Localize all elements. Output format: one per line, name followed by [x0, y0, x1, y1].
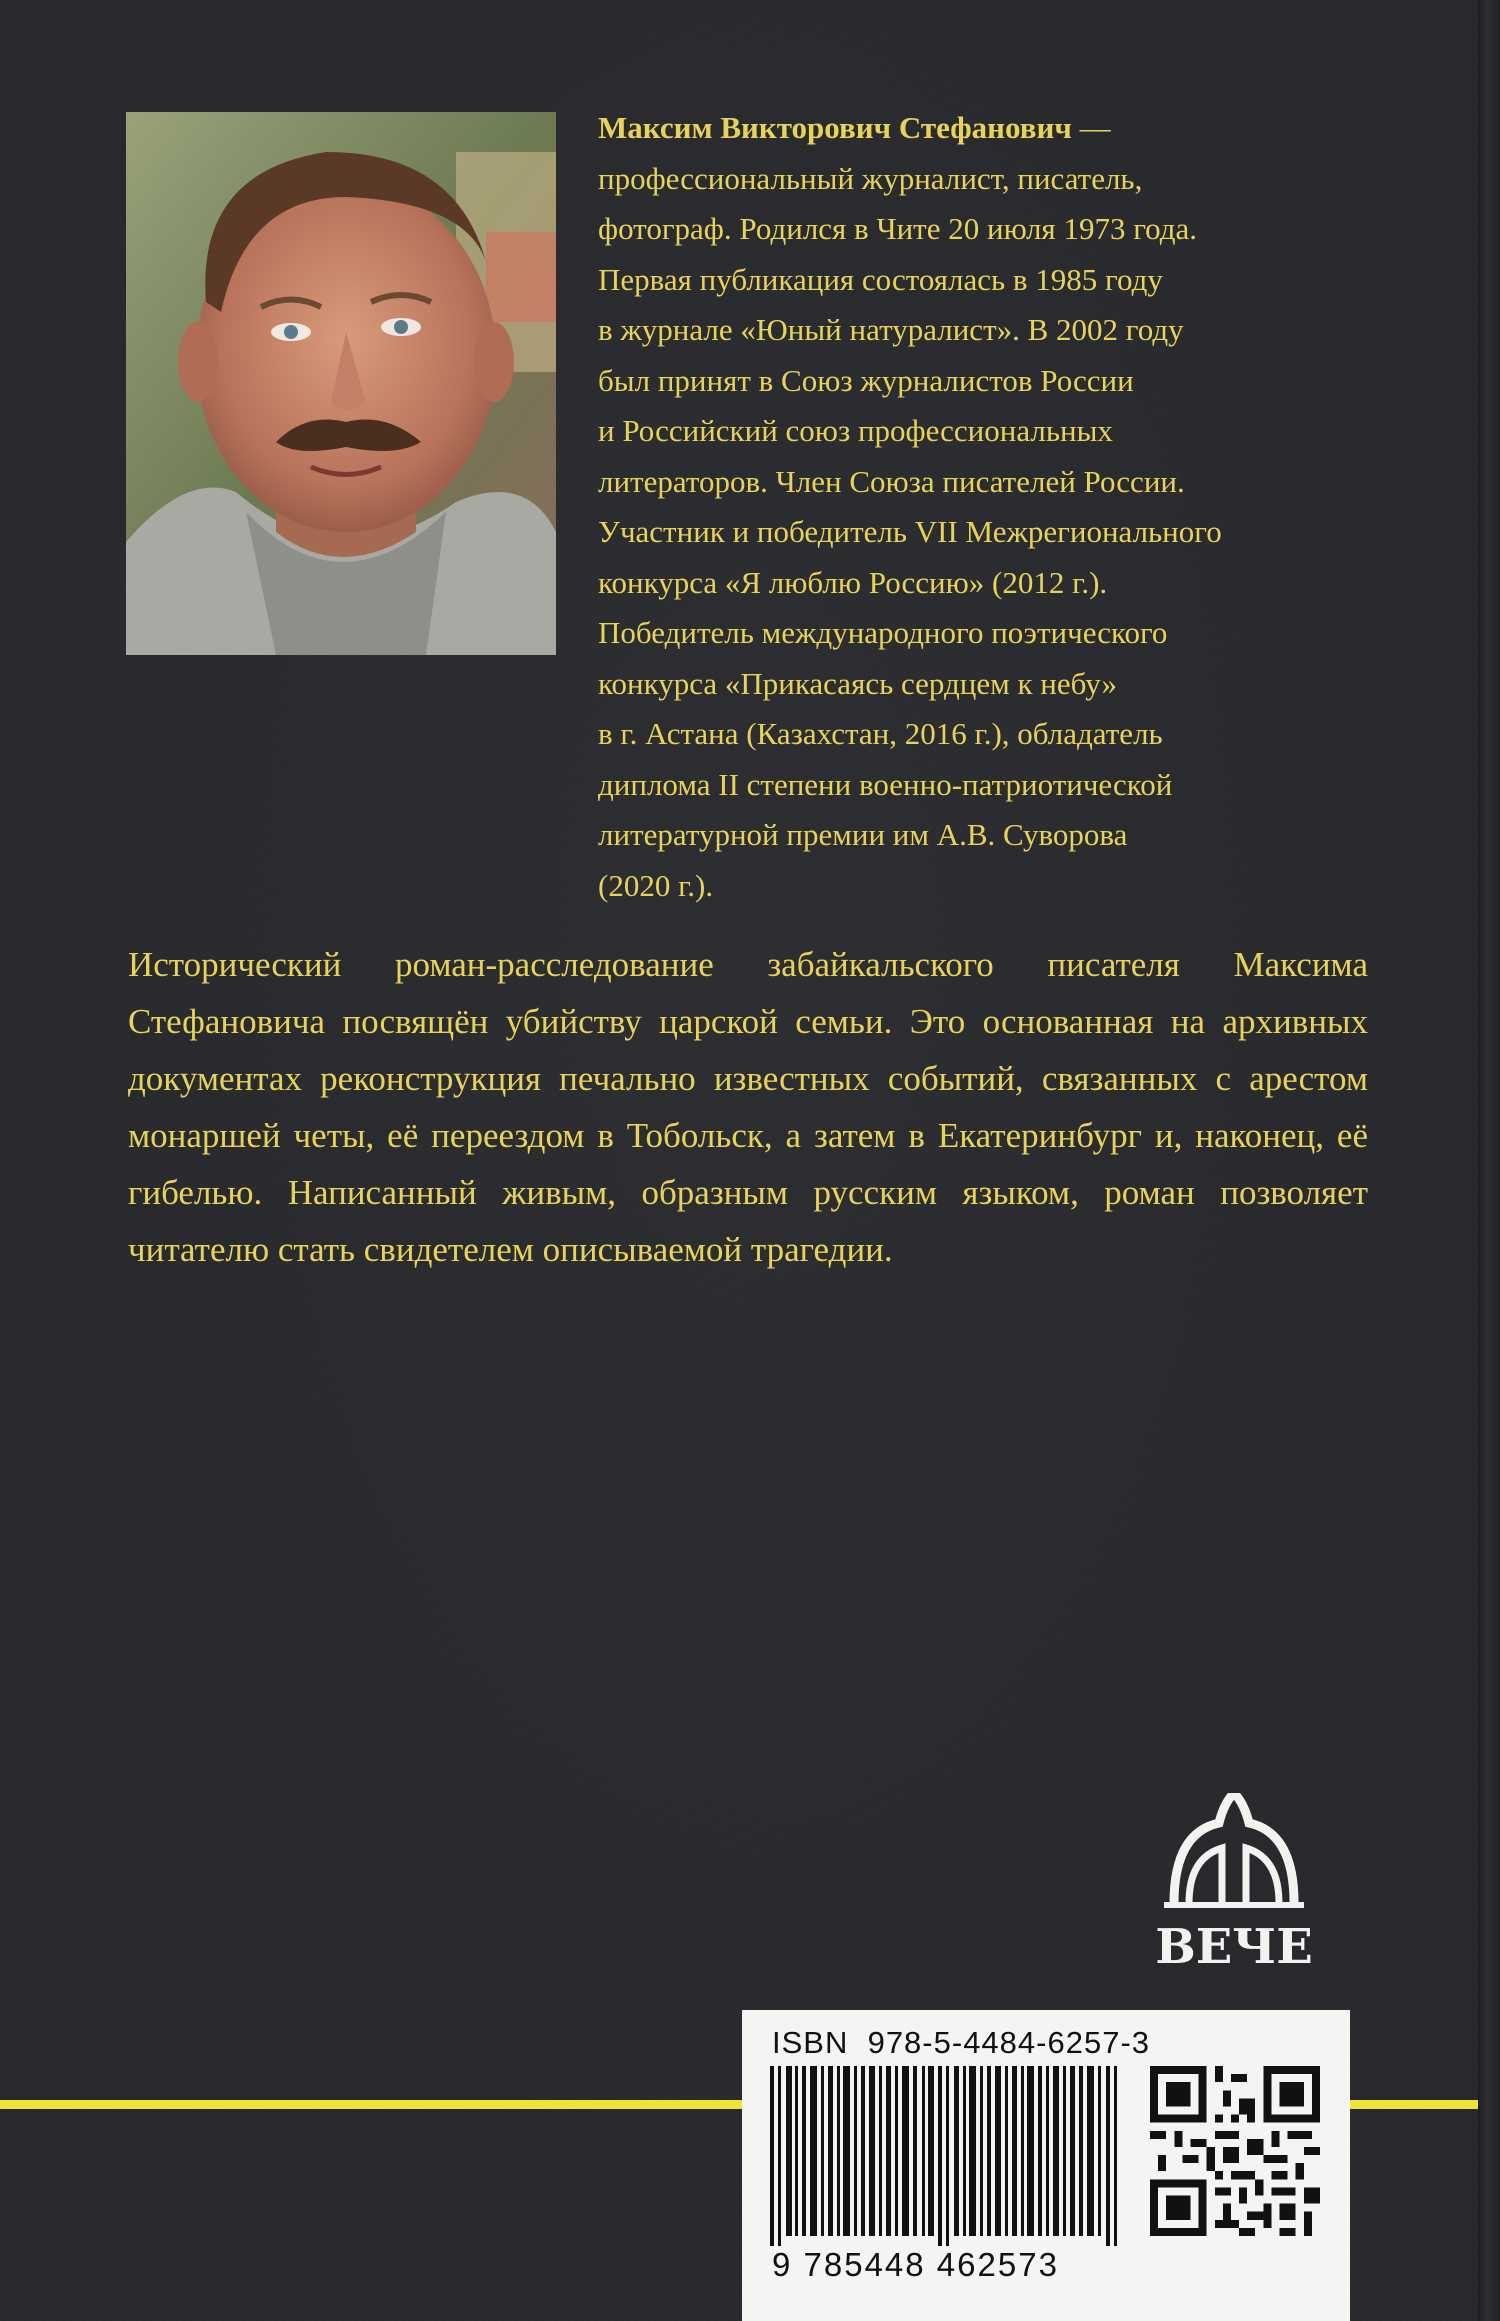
bio-line: профессиональный журналист, писатель,: [598, 160, 1143, 196]
bio-line: в журнале «Юный натуралист». В 2002 году: [598, 312, 1184, 347]
bio-line: и Российский союз профессиональных: [598, 413, 1113, 448]
bio-line: Участник и победитель VII Межрегионального: [598, 514, 1222, 549]
author-name: Максим Викторович Стефанович: [598, 110, 1072, 145]
bio-line: литературной премии им А.В. Суворова: [598, 817, 1128, 852]
bio-line: Победитель международного поэтического: [598, 615, 1168, 650]
isbn-barcode-block: [742, 2010, 1350, 2321]
author-photo: [126, 112, 556, 655]
bio-line: (2020 г.).: [598, 867, 714, 903]
bio-line: —: [1071, 110, 1111, 145]
qr-code: [1150, 2066, 1320, 2236]
publisher-logo: [1144, 1793, 1324, 1983]
isbn-number: ISBN 978-5-4484-6257-3: [772, 2025, 1151, 2060]
bio-line: Первая публикация состоялась в 1985 году: [598, 261, 1163, 297]
bio-line: в г. Астана (Казахстан, 2016 г.), обладатель: [598, 716, 1163, 751]
bio-line: литераторов. Член Союза писателей России.: [598, 463, 1185, 499]
bio-line: конкурса «Прикасаясь сердцем к небу»: [598, 665, 1117, 701]
bio-line: фотограф. Родился в Чите 20 июля 1973 года.: [598, 211, 1198, 246]
cover-edge: [1478, 0, 1500, 2321]
author-bio: [598, 103, 1378, 911]
book-description: [128, 936, 1368, 1278]
publisher-logo-text: ВЕЧЕ: [1155, 1919, 1313, 1975]
description-text: Исторический роман-расследование забайкальского писателя Максима Стефановича посвящён убийству царской семьи. Это основанная на архивных документах реконструкция печально известных событий, связанных с арестом монаршей четы, её переездом в Тобольск, а затем в Екатеринбург и, наконец, её гибелью. Написанный живым, образным русским языком, роман позволяет читателю стать свидетелем описываемой трагедии.: [128, 945, 1368, 1269]
bio-line: был принят в Союз журналистов России: [598, 362, 1134, 398]
bio-line: конкурса «Я люблю Россию» (2012 г.).: [598, 564, 1108, 600]
barcode-digits: 9 785448 462573: [772, 2246, 1059, 2283]
bio-line: диплома II степени военно-патриотической: [598, 766, 1173, 802]
author-bio-first-line: [598, 103, 1378, 154]
barcode: [770, 2066, 1130, 2246]
